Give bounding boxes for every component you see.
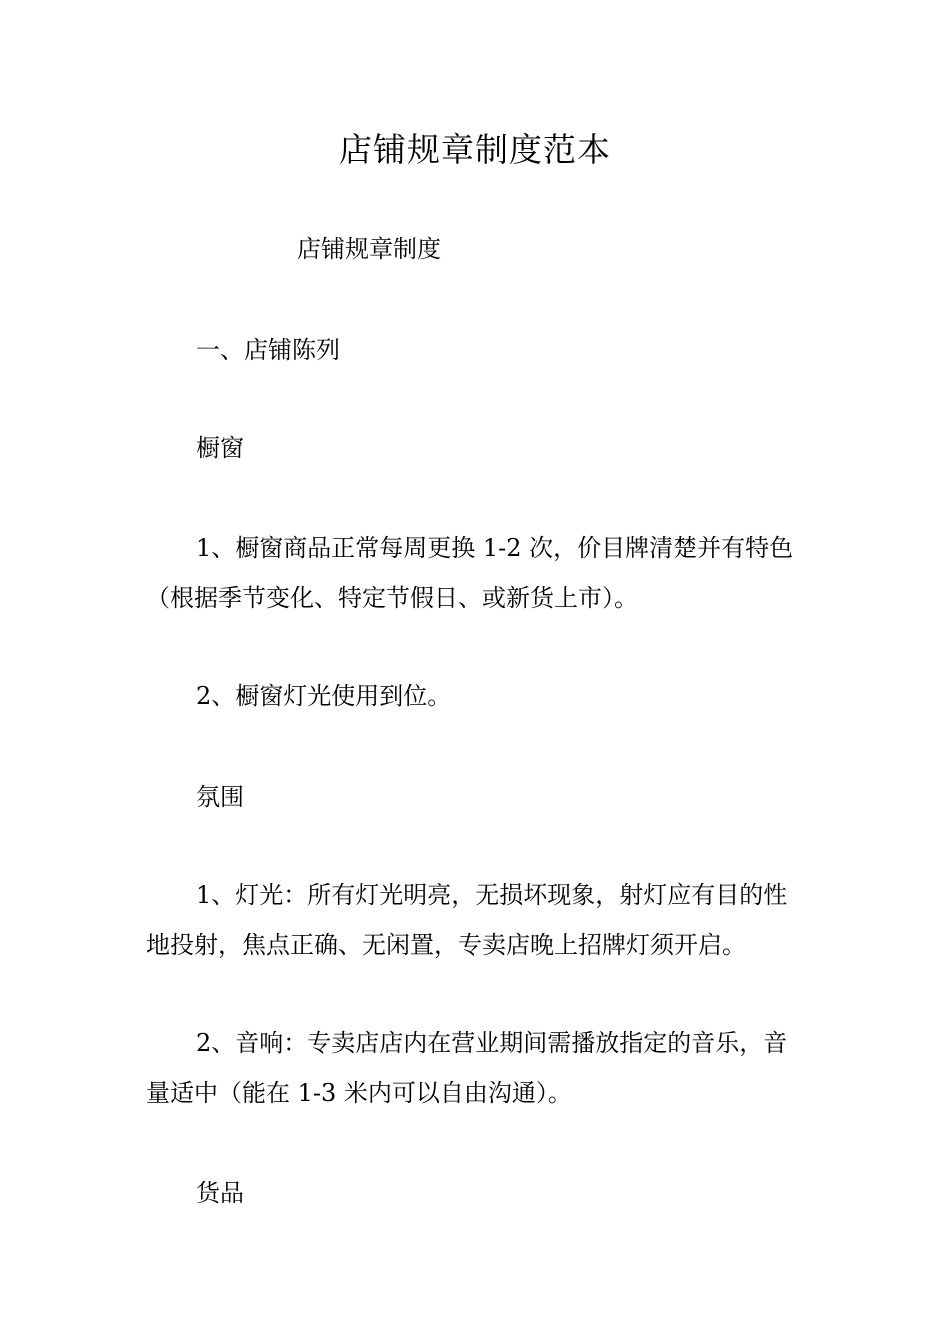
subheading-atmosphere: 氛围 <box>196 783 244 811</box>
document-subtitle: 店铺规章制度 <box>297 235 441 263</box>
section-heading-store-display: 一、店铺陈列 <box>196 336 340 364</box>
document-title: 店铺规章制度范本 <box>339 130 611 169</box>
subheading-window: 橱窗 <box>196 434 244 462</box>
atmosphere-item-2: 2、音响：专卖店店内在营业期间需播放指定的音乐，音量适中（能在 1-3 米内可以自由沟通）。 <box>146 1029 788 1107</box>
subheading-goods: 货品 <box>196 1179 244 1207</box>
window-item-2: 2、橱窗灯光使用到位。 <box>196 682 452 710</box>
window-item-1: 1、橱窗商品正常每周更换 1-2 次，价目牌清楚并有特色（根据季节变化、特定节假日、或新货上市）。 <box>146 534 794 612</box>
atmosphere-item-1: 1、灯光：所有灯光明亮，无损坏现象，射灯应有目的性地投射，焦点正确、无闲置，专卖店晚上招牌灯须开启。 <box>146 881 788 959</box>
